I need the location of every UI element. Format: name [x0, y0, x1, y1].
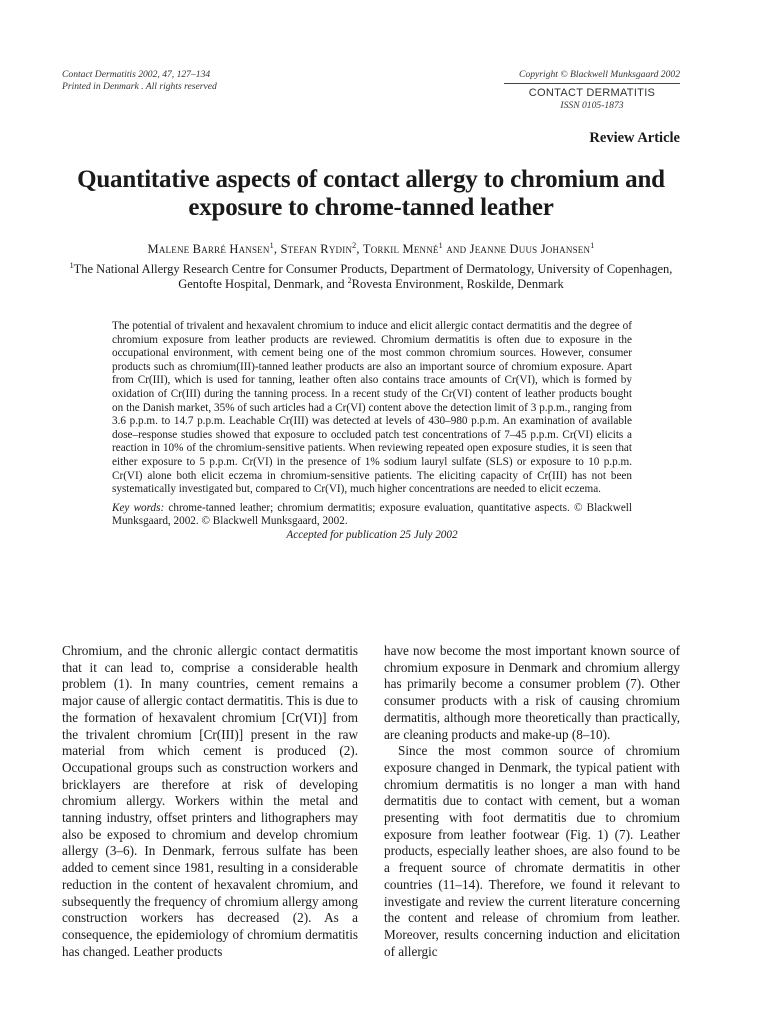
abstract [112, 320, 632, 543]
abstract-body: The potential of trivalent and hexavalent chromium to induce and elicit allergic contact dermatitis and the degree of chromium exposure from leather products are reviewed. Chromium dermatitis is often due to exposure in the occupational environment, with cement being one of the most common chromium sources. However, consumer products such as chromium(III)-tanned leather products are also an important source of chromium exposure. Apart from Cr(III), which is used for tanning, leather often also contains trace amounts of Cr(VI), which is formed by oxidation of Cr(III) during the tanning process. In a recent study of the Cr(VI) content of leather products bought on the Danish market, 35% of such articles had a Cr(VI) content above the detection limit of 3 p.p.m., ranging from 3.6 p.p.m. to 14.7 p.p.m. Leachable Cr(III) was detected at levels of 430–980 p.p.m. An examination of available dose–response studies showed that exposure to occluded patch test concentrations of 7–45 p.p.m. Cr(VI) elicits a reaction in 10% of the chromium-sensitive patients. When reviewing repeated open exposure studies, it is seen that either exposure to 5 p.p.m. Cr(VI) in the presence of 1% sodium lauryl sulfate (SLS) or exposure to 10 p.p.m. Cr(VI) alone both elicit eczema in chromium-sensitive patients. The eliciting capacity of Cr(III) has not been systematically investigated but, compared to Cr(VI), much higher concentrations are needed to elicit eczema. [112, 320, 632, 496]
author-list: Malene Barré Hansen$^1$, Stefan Rydin$^2$, Torkil Menné$^1$ and Jeanne Duus Johansen$^1$ [147, 240, 595, 256]
author-name: Jeanne Duus Johansen [469, 242, 591, 256]
journal-citation: Contact Dermatitis 2002, 47, 127–134 [62, 69, 211, 80]
author-name: Stefan Rydin [280, 242, 353, 256]
issn-line: ISSN 0105-1873 [560, 100, 624, 111]
affiliation-marker: 1 [69, 260, 74, 270]
keywords-label: Key words: [112, 501, 165, 514]
affiliation-marker: 2 [347, 275, 352, 285]
keywords [112, 502, 632, 529]
affiliation-text: The National Allergy Research Centre for Consumer Products, Department of Dermatology, University of Copenhagen, Gentofte Hospital, Denmark, and [73, 262, 673, 291]
copyright-line: Copyright © Blackwell Munksgaard 2002 [519, 69, 680, 80]
accepted-date: Accepted for publication 25 July 2002 [286, 528, 458, 541]
body-paragraph: Chromium, and the chronic allergic contact dermatitis that it can lead to, comprise a considerable health problem (1). In many countries, cement remains a major cause of allergic contact dermatitis. This is due to the formation of hexavalent chromium [Cr(VI)] from the trivalent chromium [Cr(III)] present in the raw material from which cement is produced (2). Occupational groups such as construction workers and bricklayers are therefore at risk of developing chromium allergy. Workers within the metal and tanning industry, offset printers and lithographers may also be exposed to chromium and develop chromium allergy (3–6). In Denmark, ferrous sulfate has been added to cement since 1981, resulting in a considerable reduction in the content of hexavalent chromium, and subsequently the frequency of chromium allergy among construction workers has decreased (2). As a consequence, the epidemiology of chromium dermatitis has changed. Leather products [62, 643, 358, 959]
running-header-right [460, 69, 680, 112]
running-header-left [62, 69, 217, 93]
body-column-left [62, 643, 358, 960]
printed-note: Printed in Denmark . All rights reserved [62, 81, 217, 92]
journal-name: CONTACT DERMATITIS [504, 83, 680, 100]
article-title: Quantitative aspects of contact allergy to chromium and exposure to chrome-tanned leather [77, 166, 665, 221]
affiliation-marker: 1 [590, 240, 595, 250]
affiliation-marker: 2 [352, 240, 357, 250]
body-paragraph: Since the most common source of chromium exposure changed in Denmark, the typical patient with chromium dermatitis is no longer a man with hand dermatitis due to contact with cement, but a woman presenting with foot dermatitis due to chromium exposure from leather footwear (Fig. 1) (7). Leather products, especially leather shoes, are also found to be a frequent source of chromate dermatitis in other countries (11–14). Therefore, we found it relevant to investigate and review the current literature concerning the content and release of chromium from leather. Moreover, results concerning induction and elicitation of allergic [384, 743, 680, 959]
keywords-text: chrome-tanned leather; chromium dermatitis; exposure evaluation, quantitative aspects. © Blackwell Munksgaard, 2002. © Blackwell Munksgaard, 2002. [112, 501, 633, 528]
body-paragraph: have now become the most important known source of chromium exposure in Denmark and chromium allergy has primarily become a consumer problem (7). Other consumer products with a risk of causing chromium dermatitis, although more theoretically than practically, are cleaning products and make-up (8–10). [384, 643, 680, 742]
author-name: Torkil Menné [362, 242, 439, 256]
author-separator: and [446, 242, 467, 256]
affiliations [62, 262, 680, 292]
article-type-label: Review Article [589, 130, 680, 146]
author-name: Malene Barré Hansen [147, 242, 270, 256]
affiliation-text: Rovesta Environment, Roskilde, Denmark [351, 277, 564, 291]
affiliation-marker: 1 [438, 240, 443, 250]
body-column-right [384, 643, 680, 960]
affiliation-marker: 1 [269, 240, 274, 250]
